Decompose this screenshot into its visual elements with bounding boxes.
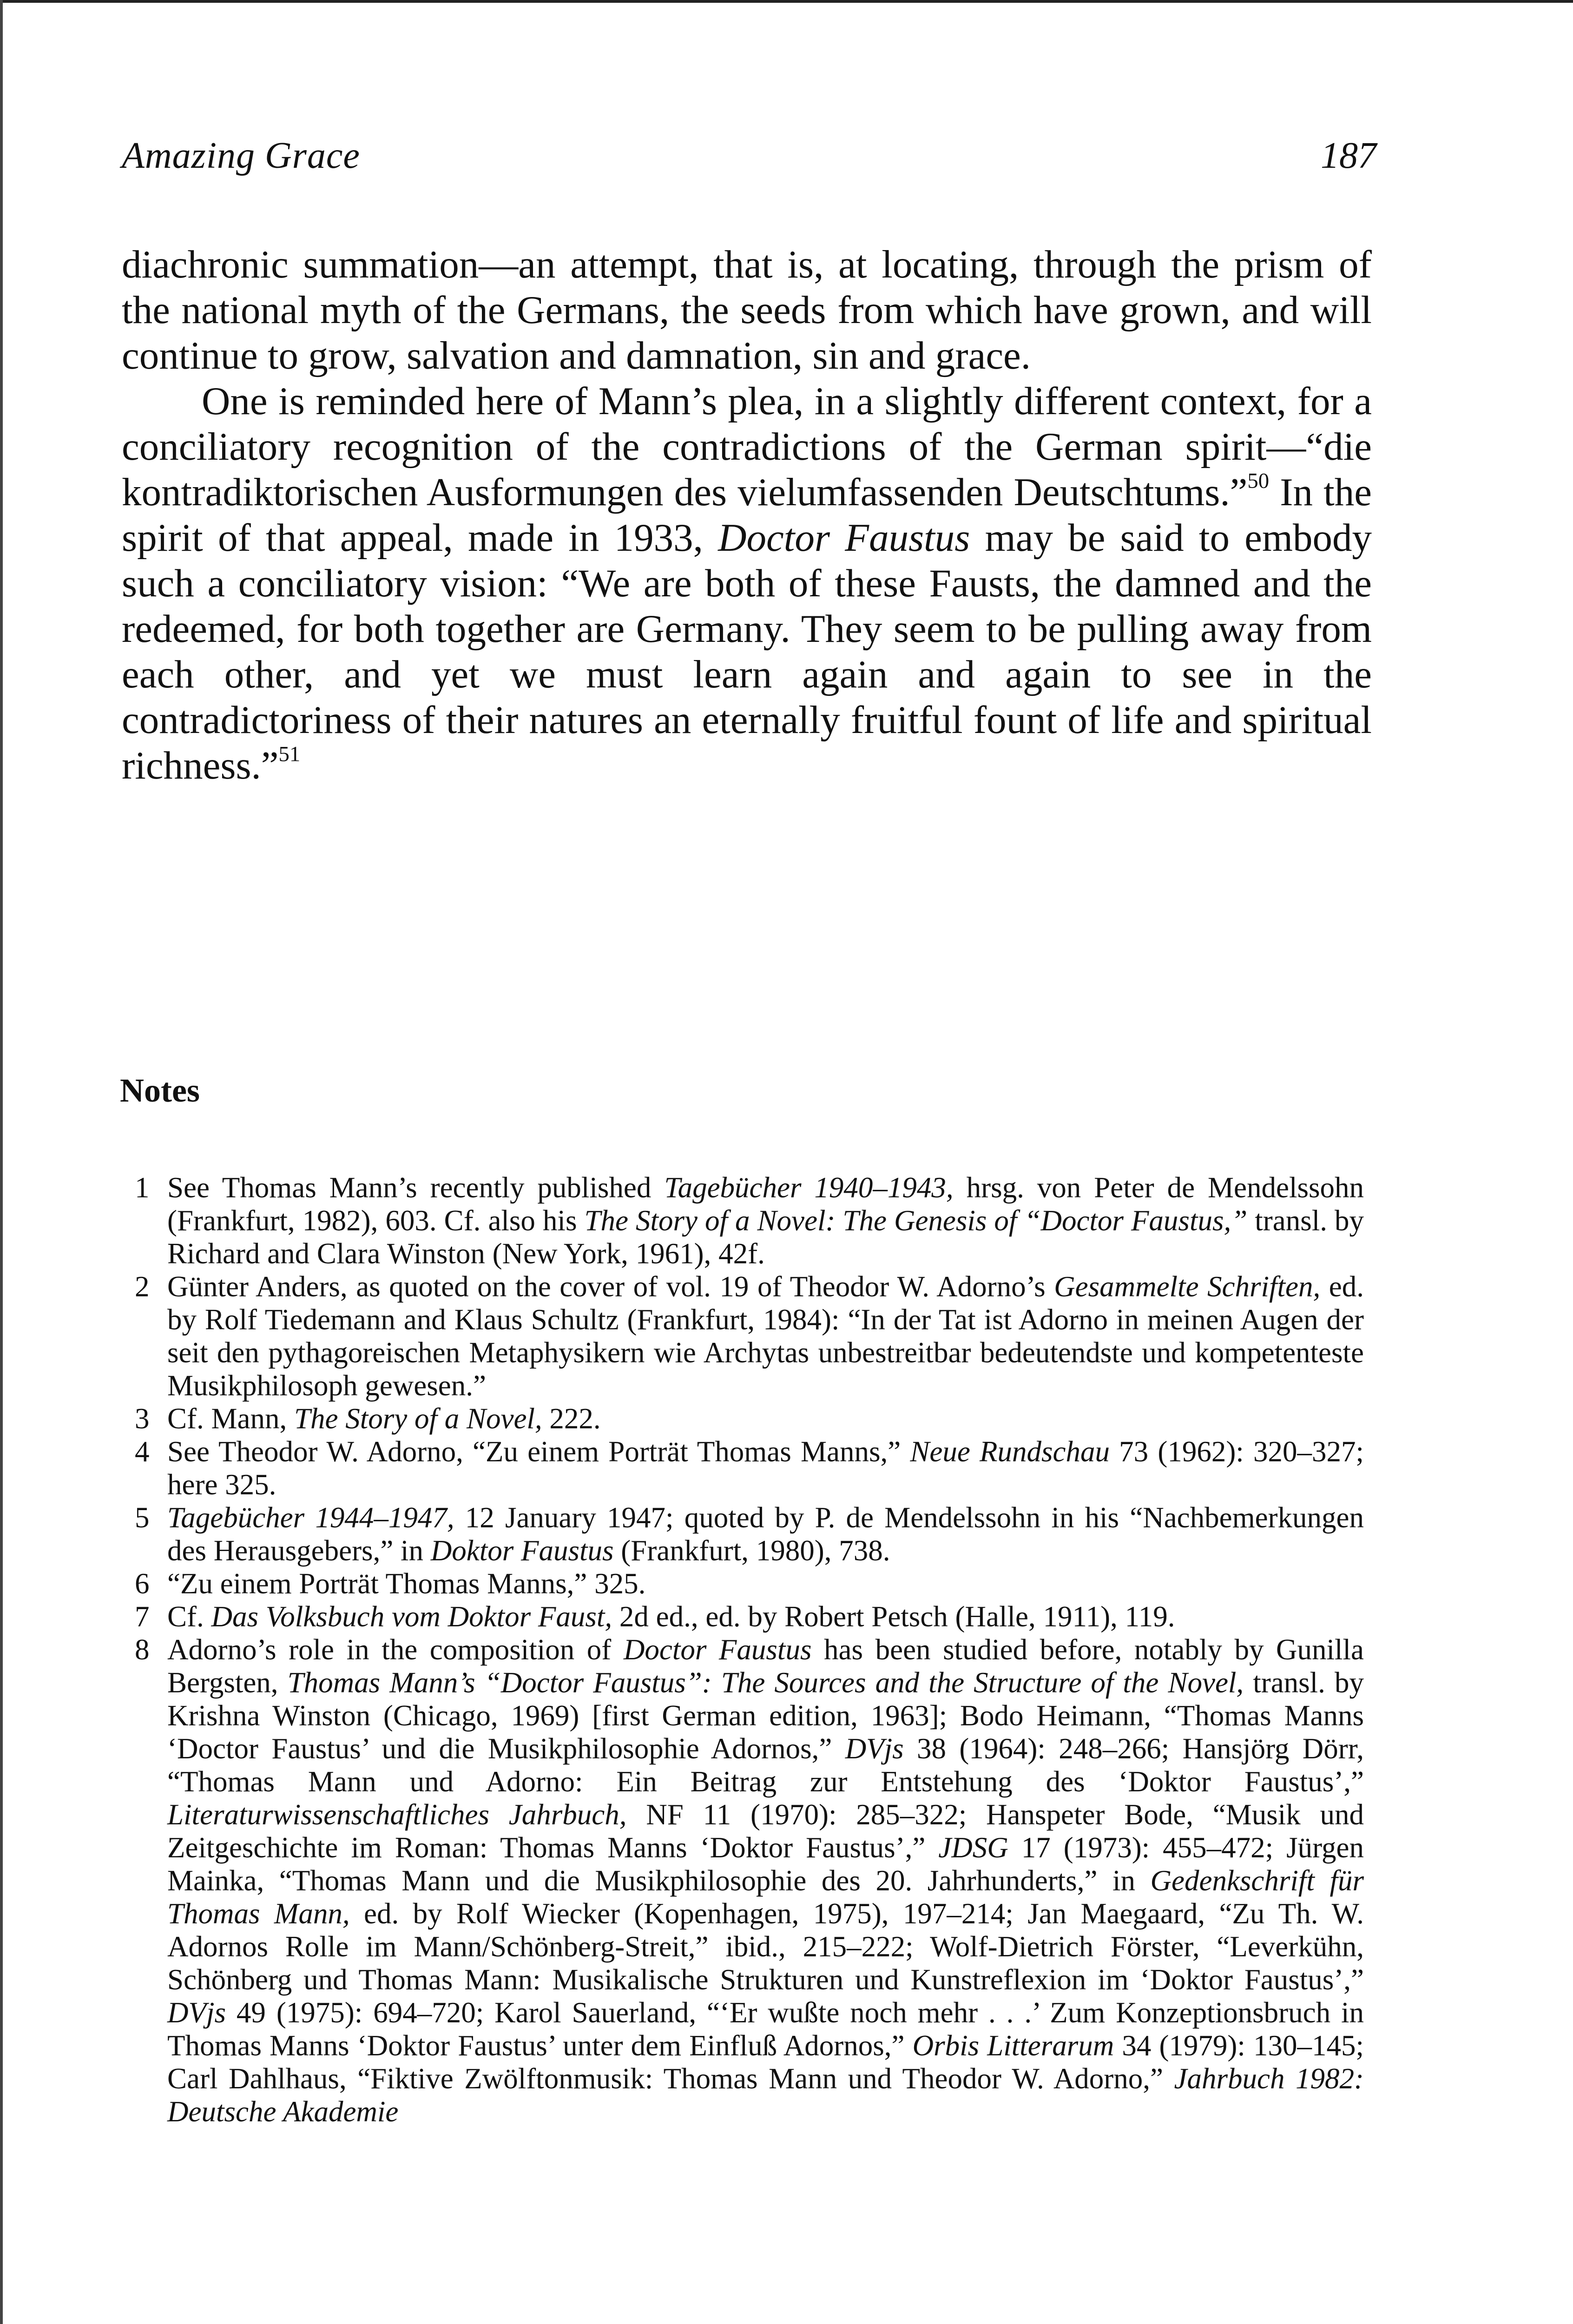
note-3 <box>135 1402 1364 1435</box>
note-text <box>167 1633 1364 2128</box>
paragraph-1: diachronic summation—an attempt, that is, at locating, through the prism of the national myth of the Germans, the seeds from which have grown, and will continue to grow, salvation and damnation, sin and grace. <box>122 243 1372 377</box>
note-5-i2: Doktor Faustus <box>430 1534 614 1567</box>
note-2 <box>135 1270 1364 1402</box>
note-number: 2 <box>135 1270 150 1303</box>
note-3-b: 222. <box>542 1402 601 1435</box>
paragraph-2-text-a: One is reminded here of Mann’s plea, in a slightly different context, for a conciliatory recognition of the contradictions of the German spirit—“die kontradiktorischen Ausformungen des vielumfassenden Deutschtums.” <box>122 379 1372 514</box>
note-8-g: ed. by Rolf Wiecker (Kopenhagen, 1975), 197–214; Jan Maegaard, “Zu Th. W. Adornos Rolle im Mann/Schönberg-Streit,” ibid., 215–222; Wolf-Dietrich Förster, “Leverkühn, Schönberg und Thomas Mann: Musikalische Strukturen und Kunstreflexion im ‘Doktor Faustus’,” <box>167 1897 1364 1996</box>
note-8-h: 49 (1975): 694–720; Karol Sauerland, “‘Er wußte noch mehr . . .’ Zum Konzeptionsbruch in Thomas Manns ‘Doktor Faustus’ unter dem Einfluß Adornos,” <box>167 1996 1364 2062</box>
note-7-a: Cf. <box>167 1600 211 1633</box>
paragraph-2-text-b: In the spirit of that appeal, made in 1933, <box>122 470 1372 560</box>
note-2-i1: Gesammelte Schriften, <box>1054 1270 1321 1303</box>
note-number: 1 <box>135 1171 150 1204</box>
note-5-a: 12 January 1947; quoted by P. de Mendelssohn in his “Nachbemerkungen des Herausgebers,” in <box>167 1501 1364 1567</box>
note-1-a: See Thomas Mann’s recently published <box>167 1171 665 1204</box>
note-number: 6 <box>135 1567 150 1600</box>
note-6 <box>135 1567 1364 1600</box>
note-text <box>167 1600 1364 1633</box>
note-8-i2: Thomas Mann’s “Doctor Faustus”: The Sources and the Structure of the Novel, <box>287 1666 1244 1699</box>
footnote-ref-50: 50 <box>1247 469 1270 493</box>
note-1-b: hrsg. von Peter de Mendelssohn (Frankfurt, 1982), 603. Cf. also his <box>167 1171 1364 1237</box>
note-8-i3: DVjs <box>845 1732 904 1765</box>
note-1-i2: The Story of a Novel: The Genesis of “Doctor Faustus,” <box>584 1204 1248 1237</box>
paragraph-2-text-c: may be said to embody such a conciliatory vision: “We are both of these Fausts, the damned and the redeemed, for both together are Germany. They seem to be pulling away from each other, and yet we must learn again and again to see in the contradictoriness of their natures an eternally fruitful fount of life and spiritual richness.” <box>122 516 1372 787</box>
note-text <box>167 1402 1364 1435</box>
note-7-b: 2d ed., ed. by Robert Petsch (Halle, 1911), 119. <box>612 1600 1175 1633</box>
note-4 <box>135 1435 1364 1501</box>
note-7-i1: Das Volksbuch vom Doktor Faust, <box>211 1600 612 1633</box>
note-8-a: Adorno’s role in the composition of <box>167 1633 624 1666</box>
note-3-a: Cf. Mann, <box>167 1402 294 1435</box>
note-2-b: ed. by Rolf Tiedemann and Klaus Schultz (Frankfurt, 1984): “In der Tat ist Adorno in meinen Augen der seit den pythagoreischen Metaphysikern wie Archytas unbestreitbar bedeutendste und kompetenteste Musikphilosoph gewesen.” <box>167 1270 1364 1402</box>
footnote-ref-51: 51 <box>278 742 301 766</box>
note-8-i9: Jahrbuch 1982: Deutsche Akademie <box>167 2062 1364 2128</box>
note-number: 7 <box>135 1600 150 1633</box>
notes-heading: Notes <box>120 1072 200 1109</box>
note-text <box>167 1435 1364 1501</box>
note-3-i1: The Story of a Novel, <box>294 1402 542 1435</box>
book-title: Doctor Faustus <box>718 516 970 560</box>
note-number: 8 <box>135 1633 150 1666</box>
note-8-d: 38 (1964): 248–266; Hansjörg Dörr, “Thomas Mann und Adorno: Ein Beitrag zur Entstehung des ‘Doktor Faustus’,” <box>167 1732 1364 1798</box>
note-number: 4 <box>135 1435 150 1468</box>
note-1-i1: Tagebücher 1940–1943, <box>664 1171 954 1204</box>
note-8-b: has been studied before, notably by Gunilla Bergsten, <box>167 1633 1364 1699</box>
note-4-a: See Theodor W. Adorno, “Zu einem Porträt Thomas Manns,” <box>167 1435 910 1468</box>
note-number: 3 <box>135 1402 150 1435</box>
note-8 <box>135 1633 1364 2128</box>
note-8-i6: Gedenkschrift für Thomas Mann, <box>167 1864 1364 1930</box>
note-8-i7: DVjs <box>167 1996 226 2029</box>
body-text <box>122 242 1372 788</box>
note-8-i1: Doctor Faustus <box>623 1633 812 1666</box>
note-1-c: transl. by Richard and Clara Winston (New York, 1961), 42f. <box>167 1204 1364 1270</box>
note-6-a: “Zu einem Porträt Thomas Manns,” 325. <box>167 1567 646 1600</box>
note-2-a: Günter Anders, as quoted on the cover of vol. 19 of Theodor W. Adorno’s <box>167 1270 1054 1303</box>
page-header <box>122 135 1376 191</box>
note-7 <box>135 1600 1364 1633</box>
note-8-e: NF 11 (1970): 285–322; Hanspeter Bode, “Musik und Zeitgeschichte im Roman: Thomas Manns ‘Doktor Faustus’,” <box>167 1798 1364 1864</box>
note-8-i5: JDSG <box>938 1831 1008 1864</box>
note-8-j: 34 (1979): 130–145; Carl Dahlhaus, “Fiktive Zwölftonmusik: Thomas Mann und Theodor W. Adorno,” <box>167 2029 1364 2095</box>
note-text <box>167 1270 1364 1402</box>
scan-edge-top <box>0 0 1573 3</box>
note-text <box>167 1171 1364 1270</box>
note-number: 5 <box>135 1501 150 1534</box>
note-5-b: (Frankfurt, 1980), 738. <box>613 1534 890 1567</box>
paragraph-2 <box>122 378 1372 788</box>
notes-list <box>135 1171 1364 2128</box>
scan-edge-left <box>0 0 3 2324</box>
note-text <box>167 1567 1364 1600</box>
note-5-i1: Tagebücher 1944–1947, <box>167 1501 454 1534</box>
note-8-i4: Literaturwissenschaftliches Jahrbuch, <box>167 1798 627 1831</box>
note-5 <box>135 1501 1364 1567</box>
note-1 <box>135 1171 1364 1270</box>
note-4-b: 73 (1962): 320–327; here 325. <box>167 1435 1364 1501</box>
note-8-f: 17 (1973): 455–472; Jürgen Mainka, “Thomas Mann und die Musikphilosophie des 20. Jahrhunderts,” in <box>167 1831 1364 1897</box>
note-8-c: transl. by Krishna Winston (Chicago, 1969) [first German edition, 1963]; Bodo Heimann, “Thomas Manns ‘Doctor Faustus’ und die Musikphilosophie Adornos,” <box>167 1666 1364 1765</box>
note-text <box>167 1501 1364 1567</box>
running-head: Amazing Grace <box>122 135 360 176</box>
note-8-i8: Orbis Litterarum <box>912 2029 1114 2062</box>
note-4-i1: Neue Rundschau <box>910 1435 1110 1468</box>
page-number: 187 <box>1321 135 1376 176</box>
